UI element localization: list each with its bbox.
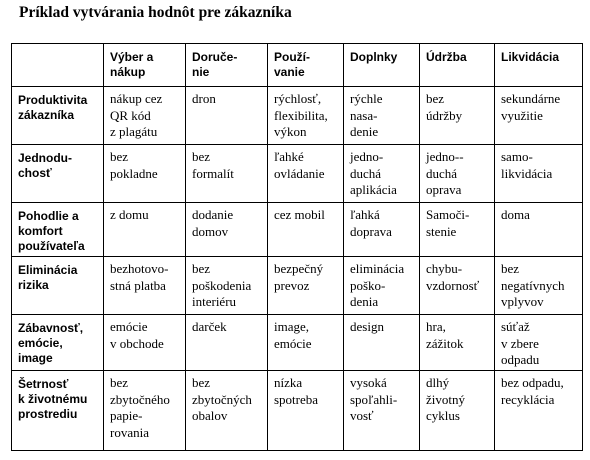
column-header: Doruče- nie — [186, 44, 268, 87]
table-cell: jedno-- duchá oprava — [420, 145, 495, 203]
table-cell: jedno- duchá aplikácia — [344, 145, 420, 203]
table-cell: samo- likvidácia — [495, 145, 583, 203]
table-cell: dron — [186, 87, 268, 145]
table-header-row — [12, 44, 583, 87]
table-row — [12, 87, 583, 145]
table-cell: nákup cez QR kód z plagátu — [104, 87, 186, 145]
column-header: Likvidácia — [495, 44, 583, 87]
table-cell: doma — [495, 203, 583, 257]
table-corner-cell — [12, 44, 104, 87]
table-cell: bezhotovo- stná platba — [104, 257, 186, 315]
table-cell: bezpečný prevoz — [268, 257, 344, 315]
table-cell: darček — [186, 315, 268, 371]
table-cell: rýchlosť, flexibilita, výkon — [268, 87, 344, 145]
table-cell: súťaž v zbere odpadu — [495, 315, 583, 371]
table-cell: z domu — [104, 203, 186, 257]
column-header: Doplnky — [344, 44, 420, 87]
table-cell: dlhý životný cyklus — [420, 371, 495, 451]
table-cell: bez negatívnych vplyvov — [495, 257, 583, 315]
table-cell: nízka spotreba — [268, 371, 344, 451]
table-row — [12, 203, 583, 257]
column-header: Údržba — [420, 44, 495, 87]
value-creation-table — [11, 43, 583, 451]
table-cell: bez poškodenia interiéru — [186, 257, 268, 315]
table-row — [12, 145, 583, 203]
row-header: Zábavnosť, emócie, image — [12, 315, 104, 371]
row-header: Jednodu- chosť — [12, 145, 104, 203]
table-cell: eliminácia poško- denia — [344, 257, 420, 315]
table-cell: bez zbytočného papie- rovania — [104, 371, 186, 451]
table-cell: chybu- vzdornosť — [420, 257, 495, 315]
table-row — [12, 257, 583, 315]
column-header: Použí- vanie — [268, 44, 344, 87]
row-header: Šetrnosť k životnému prostrediu — [12, 371, 104, 451]
table-cell: cez mobil — [268, 203, 344, 257]
table-cell: ľahké ovládanie — [268, 145, 344, 203]
table-cell: rýchle nasa- denie — [344, 87, 420, 145]
row-header: Pohodlie a komfort používateľa — [12, 203, 104, 257]
table-cell: ľahká doprava — [344, 203, 420, 257]
table-cell: image, emócie — [268, 315, 344, 371]
column-header: Výber a nákup — [104, 44, 186, 87]
table-cell: bez formalít — [186, 145, 268, 203]
table-cell: bez zbytočných obalov — [186, 371, 268, 451]
table-cell: sekundárne využitie — [495, 87, 583, 145]
row-header: Eliminácia rizika — [12, 257, 104, 315]
table-row — [12, 315, 583, 371]
table-cell: bez údržby — [420, 87, 495, 145]
table-cell: vysoká spoľahli- vosť — [344, 371, 420, 451]
table-cell: dodanie domov — [186, 203, 268, 257]
table-cell: emócie v obchode — [104, 315, 186, 371]
table-row — [12, 371, 583, 451]
row-header: Produktivita zákazníka — [12, 87, 104, 145]
table-cell: bez odpadu, recyklácia — [495, 371, 583, 451]
table-cell: hra, zážitok — [420, 315, 495, 371]
table-cell: design — [344, 315, 420, 371]
table-cell: Samoči- stenie — [420, 203, 495, 257]
page-title: Príklad vytvárania hodnôt pre zákazníka — [19, 4, 292, 21]
table-cell: bez pokladne — [104, 145, 186, 203]
